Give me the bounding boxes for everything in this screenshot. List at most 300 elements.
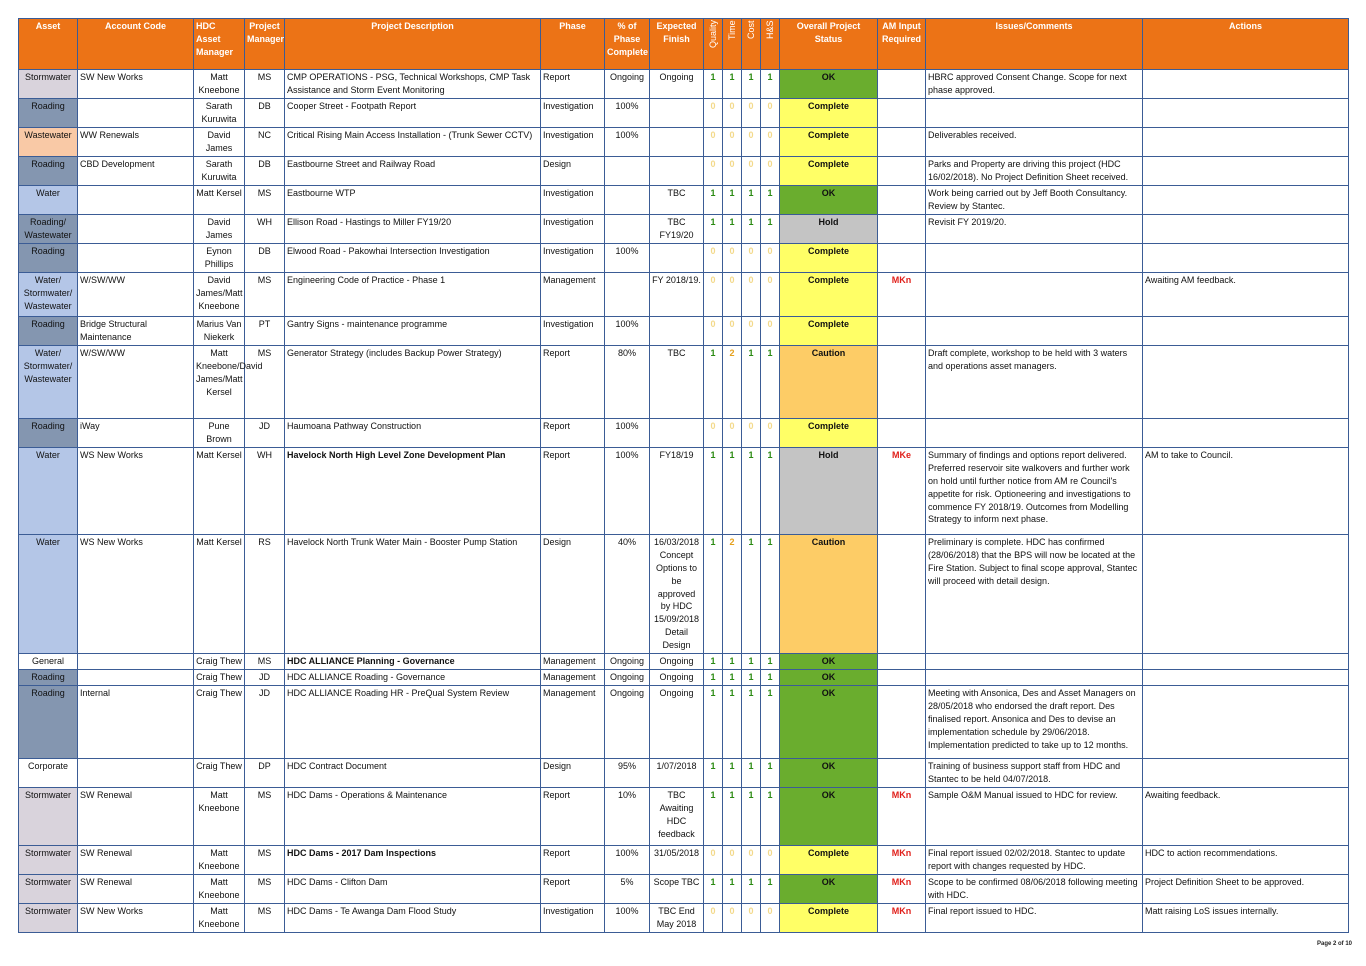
cell-actions (1143, 345, 1349, 418)
cell-issues: Training of business support staff from HDC and Stantec to be held 04/07/2018. (926, 758, 1143, 787)
cell-hdc-asset-manager: Craig Thew (194, 654, 245, 670)
cell-cost: 1 (742, 669, 761, 685)
cell-hs: 1 (761, 534, 780, 653)
cell-overall-status: Complete (780, 418, 878, 447)
cell-time: 1 (723, 214, 742, 243)
cell-asset: Water (19, 185, 78, 214)
cell-pct-complete: Ongoing (605, 669, 650, 685)
cell-pct-complete: 95% (605, 758, 650, 787)
cell-overall-status: Complete (780, 903, 878, 932)
cell-time: 0 (723, 903, 742, 932)
table-row (19, 787, 1349, 845)
cell-asset: Wastewater (19, 127, 78, 156)
cell-cost: 1 (742, 874, 761, 903)
cell-project-description: HDC Dams - Clifton Dam (285, 874, 541, 903)
cell-quality: 0 (704, 903, 723, 932)
cell-actions (1143, 69, 1349, 98)
cell-quality: 1 (704, 345, 723, 418)
cell-hdc-asset-manager: Matt Kneebone (194, 787, 245, 845)
cell-issues (926, 418, 1143, 447)
cell-expected-finish (650, 243, 704, 272)
cell-cost: 1 (742, 758, 761, 787)
header-time (723, 19, 742, 70)
cell-expected-finish: Ongoing (650, 654, 704, 670)
cell-hs: 1 (761, 345, 780, 418)
cell-project-description: Critical Rising Main Access Installation - (Trunk Sewer CCTV) (285, 127, 541, 156)
cell-pct-complete: 5% (605, 874, 650, 903)
cell-am-input (878, 243, 926, 272)
cell-hs: 0 (761, 316, 780, 345)
table-row (19, 534, 1349, 653)
cell-am-input: MKn (878, 845, 926, 874)
cell-expected-finish: FY18/19 (650, 447, 704, 534)
cell-phase: Management (541, 669, 605, 685)
cell-hdc-asset-manager: Matt Kersel (194, 185, 245, 214)
cell-pct-complete (605, 185, 650, 214)
cell-project-description: HDC ALLIANCE Roading HR - PreQual System Review (285, 685, 541, 758)
cell-am-input (878, 156, 926, 185)
cell-account-code: Internal (78, 685, 194, 758)
cell-cost: 0 (742, 845, 761, 874)
cell-time: 0 (723, 845, 742, 874)
cell-expected-finish: 1/07/2018 (650, 758, 704, 787)
cell-quality: 1 (704, 185, 723, 214)
cell-am-input (878, 418, 926, 447)
cell-asset: Stormwater (19, 787, 78, 845)
cell-overall-status: OK (780, 69, 878, 98)
cell-project-description: Eastbourne Street and Railway Road (285, 156, 541, 185)
cell-account-code: SW Renewal (78, 787, 194, 845)
cell-overall-status: OK (780, 874, 878, 903)
cell-issues: Preliminary is complete. HDC has confirmed (28/06/2018) that the BPS will now be located at the Fire Station. Subject to final scope approval, Stantec will proceed with detail design. (926, 534, 1143, 653)
cell-asset: Stormwater (19, 845, 78, 874)
cell-time: 2 (723, 345, 742, 418)
cell-issues: Deliverables received. (926, 127, 1143, 156)
cell-quality: 1 (704, 787, 723, 845)
cell-hs: 1 (761, 654, 780, 670)
cell-pct-complete (605, 272, 650, 316)
cell-account-code: WS New Works (78, 447, 194, 534)
cell-phase: Report (541, 845, 605, 874)
cell-time: 1 (723, 447, 742, 534)
cell-hdc-asset-manager: David James (194, 127, 245, 156)
cell-account-code (78, 185, 194, 214)
cell-actions (1143, 685, 1349, 758)
cell-account-code: SW Renewal (78, 874, 194, 903)
cell-asset: Roading (19, 418, 78, 447)
table-row (19, 316, 1349, 345)
cell-cost: 1 (742, 654, 761, 670)
cell-am-input (878, 127, 926, 156)
cell-quality: 0 (704, 243, 723, 272)
cell-issues: Summary of findings and options report delivered. Preferred reservoir site walkovers and further work on hold until further notice from AM re Council's appetite for risk. Optioneering and investigations to commence FY 2018/19. Outcomes from Modelling Strategy to inform next phase. (926, 447, 1143, 534)
table-row (19, 98, 1349, 127)
cell-quality: 1 (704, 758, 723, 787)
cell-hs: 1 (761, 685, 780, 758)
cell-asset: Roading (19, 685, 78, 758)
cell-am-input (878, 214, 926, 243)
cell-issues (926, 98, 1143, 127)
cell-am-input (878, 98, 926, 127)
cell-pct-complete: 40% (605, 534, 650, 653)
cell-pct-complete: 100% (605, 127, 650, 156)
cell-issues: Final report issued 02/02/2018. Stantec to update report with changes requested by HDC. (926, 845, 1143, 874)
cell-actions: AM to take to Council. (1143, 447, 1349, 534)
cell-phase: Report (541, 69, 605, 98)
cell-hdc-asset-manager: David James/Matt Kneebone (194, 272, 245, 316)
cell-phase: Investigation (541, 185, 605, 214)
cell-asset: Water (19, 447, 78, 534)
cell-hs: 0 (761, 903, 780, 932)
header-phase: Phase (541, 19, 605, 70)
cell-am-input (878, 685, 926, 758)
table-row (19, 418, 1349, 447)
cell-project-manager: MS (245, 69, 285, 98)
cell-hdc-asset-manager: Sarath Kuruwita (194, 156, 245, 185)
cell-hdc-asset-manager: David James (194, 214, 245, 243)
cell-actions (1143, 418, 1349, 447)
cell-phase: Management (541, 685, 605, 758)
cell-cost: 1 (742, 787, 761, 845)
table-row (19, 669, 1349, 685)
cell-expected-finish (650, 418, 704, 447)
cell-phase: Investigation (541, 243, 605, 272)
cell-quality: 0 (704, 845, 723, 874)
cell-quality: 0 (704, 418, 723, 447)
cell-cost: 0 (742, 903, 761, 932)
cell-hs: 1 (761, 214, 780, 243)
cell-hs: 1 (761, 758, 780, 787)
cell-actions: Awaiting feedback. (1143, 787, 1349, 845)
cell-overall-status: Complete (780, 127, 878, 156)
cell-hs: 1 (761, 69, 780, 98)
cell-pct-complete (605, 156, 650, 185)
cell-cost: 0 (742, 127, 761, 156)
cell-issues: Work being carried out by Jeff Booth Consultancy. Review by Stantec. (926, 185, 1143, 214)
cell-hdc-asset-manager: Eynon Phillips (194, 243, 245, 272)
cell-actions (1143, 669, 1349, 685)
header-project-manager: Project Manager (245, 19, 285, 70)
cell-expected-finish: TBC FY19/20 (650, 214, 704, 243)
cell-hdc-asset-manager: Sarath Kuruwita (194, 98, 245, 127)
cell-cost: 0 (742, 418, 761, 447)
cell-actions (1143, 654, 1349, 670)
cell-phase: Report (541, 447, 605, 534)
cell-account-code: W/SW/WW (78, 272, 194, 316)
cell-expected-finish: TBC (650, 345, 704, 418)
cell-hs: 0 (761, 845, 780, 874)
cell-am-input (878, 534, 926, 653)
cell-project-description: HDC Contract Document (285, 758, 541, 787)
cell-actions (1143, 316, 1349, 345)
cell-account-code (78, 98, 194, 127)
cell-expected-finish: TBC End May 2018 (650, 903, 704, 932)
cell-time: 0 (723, 98, 742, 127)
table-row (19, 903, 1349, 932)
cell-hs: 0 (761, 156, 780, 185)
cell-quality: 0 (704, 156, 723, 185)
cell-hs: 0 (761, 98, 780, 127)
cell-quality: 1 (704, 69, 723, 98)
cell-expected-finish (650, 156, 704, 185)
cell-overall-status: Complete (780, 845, 878, 874)
table-row (19, 845, 1349, 874)
cell-am-input: MKn (878, 787, 926, 845)
cell-time: 0 (723, 243, 742, 272)
cell-time: 1 (723, 69, 742, 98)
header-quality (704, 19, 723, 70)
cell-time: 0 (723, 127, 742, 156)
cell-issues: Final report issued to HDC. (926, 903, 1143, 932)
cell-expected-finish: TBC Awaiting HDC feedback (650, 787, 704, 845)
cell-project-description: Haumoana Pathway Construction (285, 418, 541, 447)
cell-actions: Project Definition Sheet to be approved. (1143, 874, 1349, 903)
cell-hdc-asset-manager: Pune Brown (194, 418, 245, 447)
header-overall-status: Overall Project Status (780, 19, 878, 70)
header-pct-complete: % of Phase Complete (605, 19, 650, 70)
cell-cost: 1 (742, 447, 761, 534)
cell-hs: 1 (761, 874, 780, 903)
table-row (19, 685, 1349, 758)
cell-issues: Scope to be confirmed 08/06/2018 following meeting with HDC. (926, 874, 1143, 903)
cell-project-manager: DB (245, 243, 285, 272)
cell-cost: 0 (742, 98, 761, 127)
cell-project-description: HDC Dams - Operations & Maintenance (285, 787, 541, 845)
cell-asset: Roading (19, 243, 78, 272)
cell-project-manager: MS (245, 654, 285, 670)
cell-pct-complete: 100% (605, 316, 650, 345)
cell-hdc-asset-manager: Craig Thew (194, 685, 245, 758)
cell-project-description: Generator Strategy (includes Backup Power Strategy) (285, 345, 541, 418)
cell-project-description: Havelock North High Level Zone Development Plan (285, 447, 541, 534)
cell-overall-status: Hold (780, 214, 878, 243)
cell-time: 1 (723, 758, 742, 787)
table-row (19, 654, 1349, 670)
table-row (19, 156, 1349, 185)
cell-quality: 1 (704, 669, 723, 685)
cell-cost: 0 (742, 316, 761, 345)
cell-am-input (878, 654, 926, 670)
cell-project-manager: MS (245, 185, 285, 214)
cell-issues (926, 243, 1143, 272)
cell-expected-finish: TBC (650, 185, 704, 214)
cell-hdc-asset-manager: Marius Van Niekerk (194, 316, 245, 345)
cell-actions: HDC to action recommendations. (1143, 845, 1349, 874)
cell-expected-finish (650, 316, 704, 345)
cell-am-input (878, 758, 926, 787)
cell-time: 1 (723, 669, 742, 685)
cell-expected-finish: Ongoing (650, 69, 704, 98)
cell-issues: Meeting with Ansonica, Des and Asset Managers on 28/05/2018 who endorsed the draft report. Des finalised report. Ansonica and Des to devise an implementation schedule by 29/06/2018. Implementation predicted to take up to 12 months. (926, 685, 1143, 758)
project-status-table (18, 18, 1349, 933)
cell-account-code: SW Renewal (78, 845, 194, 874)
cell-asset: Stormwater (19, 903, 78, 932)
cell-overall-status: OK (780, 669, 878, 685)
cell-issues (926, 654, 1143, 670)
cell-overall-status: OK (780, 654, 878, 670)
cell-overall-status: Complete (780, 272, 878, 316)
cell-phase: Investigation (541, 903, 605, 932)
cell-time: 0 (723, 316, 742, 345)
cell-asset: Stormwater (19, 69, 78, 98)
cell-quality: 1 (704, 214, 723, 243)
cell-phase: Investigation (541, 98, 605, 127)
cell-phase: Management (541, 654, 605, 670)
cell-cost: 1 (742, 214, 761, 243)
cell-quality: 0 (704, 316, 723, 345)
header-cost-label: Cost (745, 20, 756, 39)
cell-hs: 1 (761, 185, 780, 214)
cell-cost: 0 (742, 156, 761, 185)
cell-am-input: MKe (878, 447, 926, 534)
cell-am-input (878, 316, 926, 345)
cell-account-code: W/SW/WW (78, 345, 194, 418)
cell-asset: Water (19, 534, 78, 653)
cell-hdc-asset-manager: Matt Kneebone (194, 845, 245, 874)
cell-quality: 0 (704, 272, 723, 316)
cell-project-description: Gantry Signs - maintenance programme (285, 316, 541, 345)
cell-expected-finish: FY 2018/19. (650, 272, 704, 316)
cell-am-input: MKn (878, 903, 926, 932)
cell-pct-complete: 100% (605, 845, 650, 874)
table-row (19, 185, 1349, 214)
cell-actions (1143, 98, 1349, 127)
cell-project-manager: MS (245, 272, 285, 316)
cell-phase: Report (541, 874, 605, 903)
cell-overall-status: OK (780, 787, 878, 845)
header-expected-finish: Expected Finish (650, 19, 704, 70)
cell-asset: Roading (19, 156, 78, 185)
cell-actions (1143, 214, 1349, 243)
cell-hdc-asset-manager: Craig Thew (194, 758, 245, 787)
table-row (19, 758, 1349, 787)
cell-pct-complete: 80% (605, 345, 650, 418)
cell-hs: 1 (761, 447, 780, 534)
cell-hdc-asset-manager: Matt Kersel (194, 447, 245, 534)
cell-pct-complete: 100% (605, 447, 650, 534)
cell-overall-status: Complete (780, 98, 878, 127)
cell-account-code (78, 214, 194, 243)
header-hs (761, 19, 780, 70)
cell-hs: 1 (761, 669, 780, 685)
table-row (19, 874, 1349, 903)
cell-phase: Investigation (541, 214, 605, 243)
cell-asset: Roading (19, 98, 78, 127)
cell-expected-finish: 31/05/2018 (650, 845, 704, 874)
cell-time: 1 (723, 185, 742, 214)
cell-actions (1143, 156, 1349, 185)
cell-project-description: Eastbourne WTP (285, 185, 541, 214)
cell-time: 2 (723, 534, 742, 653)
cell-cost: 1 (742, 69, 761, 98)
cell-phase: Report (541, 418, 605, 447)
cell-project-description: Engineering Code of Practice - Phase 1 (285, 272, 541, 316)
header-project-description: Project Description (285, 19, 541, 70)
header-account-code: Account Code (78, 19, 194, 70)
cell-account-code: SW New Works (78, 69, 194, 98)
cell-phase: Design (541, 156, 605, 185)
cell-hs: 0 (761, 127, 780, 156)
cell-account-code: WS New Works (78, 534, 194, 653)
cell-actions (1143, 758, 1349, 787)
cell-project-manager: MS (245, 787, 285, 845)
cell-hs: 0 (761, 418, 780, 447)
cell-account-code (78, 243, 194, 272)
cell-pct-complete: 100% (605, 418, 650, 447)
cell-time: 1 (723, 787, 742, 845)
cell-project-manager: MS (245, 874, 285, 903)
cell-quality: 1 (704, 654, 723, 670)
cell-hdc-asset-manager: Matt Kneebone (194, 874, 245, 903)
cell-overall-status: Complete (780, 243, 878, 272)
table-row (19, 127, 1349, 156)
cell-am-input (878, 185, 926, 214)
cell-cost: 1 (742, 685, 761, 758)
table-body (19, 69, 1349, 932)
cell-cost: 1 (742, 534, 761, 653)
cell-project-manager: DP (245, 758, 285, 787)
cell-pct-complete: Ongoing (605, 69, 650, 98)
header-actions: Actions (1143, 19, 1349, 70)
cell-project-manager: DB (245, 156, 285, 185)
cell-issues (926, 316, 1143, 345)
cell-phase: Design (541, 534, 605, 653)
header-am-input: AM Input Required (878, 19, 926, 70)
cell-account-code (78, 758, 194, 787)
cell-pct-complete: 10% (605, 787, 650, 845)
cell-project-description: HDC Dams - Te Awanga Dam Flood Study (285, 903, 541, 932)
cell-pct-complete (605, 214, 650, 243)
cell-project-description: Cooper Street - Footpath Report (285, 98, 541, 127)
cell-overall-status: OK (780, 685, 878, 758)
cell-quality: 1 (704, 874, 723, 903)
cell-actions (1143, 534, 1349, 653)
cell-overall-status: OK (780, 758, 878, 787)
header-asset: Asset (19, 19, 78, 70)
cell-project-manager: RS (245, 534, 285, 653)
cell-project-description: HDC ALLIANCE Roading - Governance (285, 669, 541, 685)
page-number: Page 2 of 10 (1316, 941, 1352, 947)
cell-project-manager: WH (245, 447, 285, 534)
cell-hdc-asset-manager: Craig Thew (194, 669, 245, 685)
table-row (19, 345, 1349, 418)
cell-phase: Investigation (541, 127, 605, 156)
cell-asset: Stormwater (19, 874, 78, 903)
cell-project-manager: JD (245, 685, 285, 758)
cell-quality: 1 (704, 534, 723, 653)
table-row (19, 243, 1349, 272)
cell-actions: Matt raising LoS issues internally. (1143, 903, 1349, 932)
cell-pct-complete: Ongoing (605, 654, 650, 670)
cell-expected-finish: 16/03/2018 Concept Options to be approved by HDC 15/09/2018 Detail Design (650, 534, 704, 653)
cell-project-manager: MS (245, 845, 285, 874)
cell-phase: Management (541, 272, 605, 316)
cell-am-input (878, 345, 926, 418)
cell-hs: 0 (761, 272, 780, 316)
cell-issues: Parks and Property are driving this project (HDC 16/02/2018). No Project Definition Sheet received. (926, 156, 1143, 185)
cell-asset: Water/ Stormwater/ Wastewater (19, 345, 78, 418)
cell-pct-complete: 100% (605, 243, 650, 272)
header-quality-label: Quality (707, 20, 718, 49)
cell-overall-status: OK (780, 185, 878, 214)
cell-expected-finish (650, 98, 704, 127)
cell-asset: General (19, 654, 78, 670)
table-row (19, 272, 1349, 316)
cell-account-code: Bridge Structural Maintenance (78, 316, 194, 345)
cell-project-description: HDC Dams - 2017 Dam Inspections (285, 845, 541, 874)
cell-phase: Report (541, 345, 605, 418)
cell-account-code: CBD Development (78, 156, 194, 185)
